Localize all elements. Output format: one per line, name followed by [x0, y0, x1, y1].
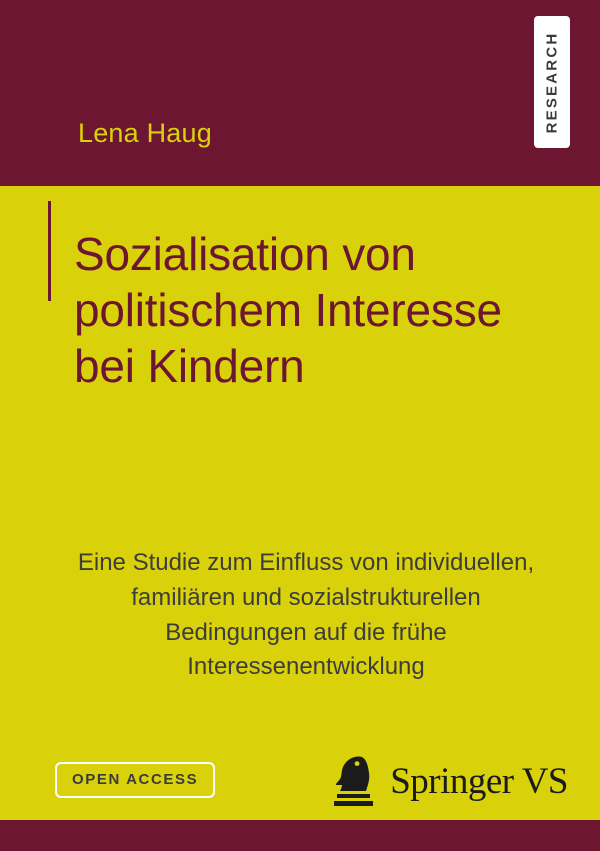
book-title: Sozialisation von politischem Interesse bei Kindern [74, 228, 502, 393]
publisher-logo [332, 753, 568, 809]
series-flag-label: RESEARCH [543, 31, 561, 133]
book-subtitle: Eine Studie zum Einfluss von individuellen, familiären und sozialstrukturellen Bedingungen auf die frühe Interessenentwicklung [77, 549, 535, 681]
top-color-band [0, 0, 600, 186]
title-accent-rule [48, 201, 51, 301]
author-name: Lena Haug [78, 118, 212, 148]
open-access-badge: OPEN ACCESS [55, 762, 215, 798]
springer-knight-icon [332, 753, 378, 809]
bottom-color-band [0, 820, 600, 851]
series-flag [534, 16, 570, 148]
publisher-name: Springer VS [390, 760, 568, 802]
